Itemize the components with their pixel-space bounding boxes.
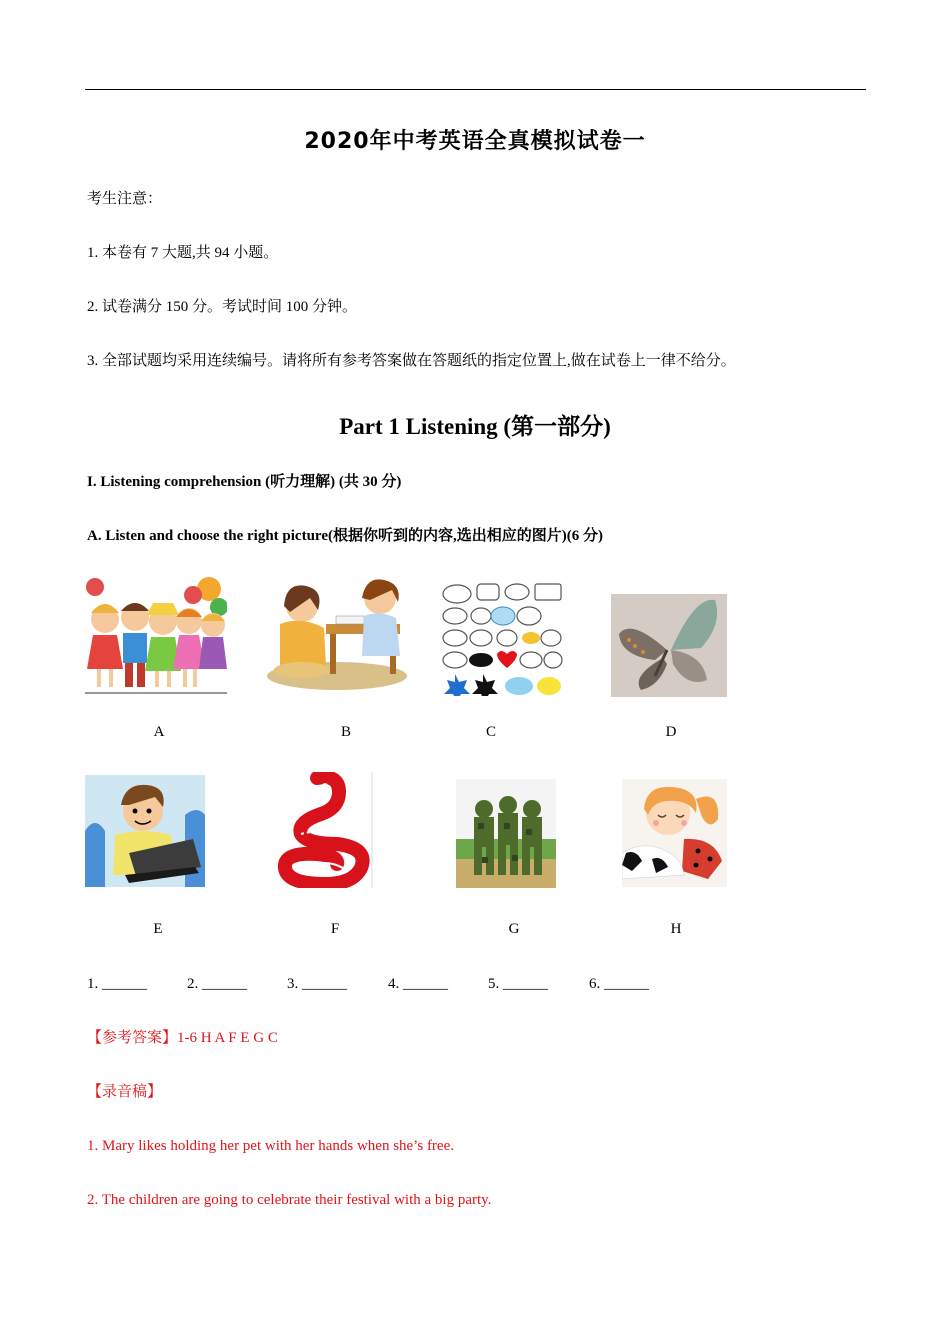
header-rule [85, 89, 866, 90]
answer-blank-4: 4. ______ [388, 976, 448, 992]
reference-answer-text: 1-6 H A F E G C [177, 1030, 278, 1046]
picture-label-g: G [508, 921, 520, 937]
red-snake-papercut-icon [277, 772, 374, 888]
answer-blank-3: 3. ______ [287, 976, 347, 992]
picture-label-h: H [670, 921, 682, 937]
notice-item-1: 1. 本卷有 7 大题,共 94 小题。 [87, 245, 279, 261]
notice-item-3: 3. 全部试题均采用连续编号。请将所有参考答案做在答题纸的指定位置上,做在试卷上一律不给分。 [87, 353, 736, 369]
picture-b [266, 576, 408, 694]
picture-label-d: D [665, 724, 677, 740]
notice-item-2: 2. 试卷满分 150 分。考试时间 100 分钟。 [87, 299, 358, 315]
butterfly-icon [611, 594, 727, 697]
picture-label-c: C [485, 724, 496, 740]
picture-d [611, 594, 727, 697]
picture-label-a: A [153, 724, 165, 740]
section-heading: I. Listening comprehension (听力理解) (共 30 分) [87, 474, 402, 490]
picture-h [622, 779, 727, 887]
picture-g [456, 779, 556, 888]
transcript-label: 【录音稿】 [87, 1084, 163, 1100]
picture-e [85, 775, 205, 887]
picture-c [441, 582, 563, 696]
picture-f [277, 772, 374, 888]
mother-child-drawing-icon [266, 576, 408, 694]
transcript-line-2: 2. The children are going to celebrate their festival with a big party. [87, 1192, 492, 1208]
children-party-icon [85, 573, 227, 695]
picture-label-f: F [330, 921, 340, 937]
transcript-line-1: 1. Mary likes holding her pet with her hands when she’s free. [87, 1138, 454, 1154]
picture-label-e: E [153, 921, 163, 937]
picture-label-b: B [340, 724, 351, 740]
girl-with-cat-icon [622, 779, 727, 887]
soldiers-marching-icon [456, 779, 556, 888]
answer-blank-1: 1. ______ [87, 976, 147, 992]
exam-title: 2020年中考英语全真模拟试卷一 [304, 129, 646, 154]
reference-answer-label: 【参考答案】 [87, 1030, 178, 1046]
reference-answer [87, 1028, 278, 1048]
answer-blank-6: 6. ______ [589, 976, 649, 992]
speech-bubbles-icon [441, 582, 563, 696]
part-title: Part 1 Listening (第一部分) [339, 414, 611, 439]
answer-blank-5: 5. ______ [488, 976, 548, 992]
notice-heading: 考生注意： [87, 191, 163, 207]
subsection-heading: A. Listen and choose the right picture(根据你听到的内容,选出相应的图片)(6 分) [87, 528, 603, 544]
picture-a [85, 573, 227, 695]
boy-laptop-icon [85, 775, 205, 887]
answer-blank-2: 2. ______ [187, 976, 247, 992]
